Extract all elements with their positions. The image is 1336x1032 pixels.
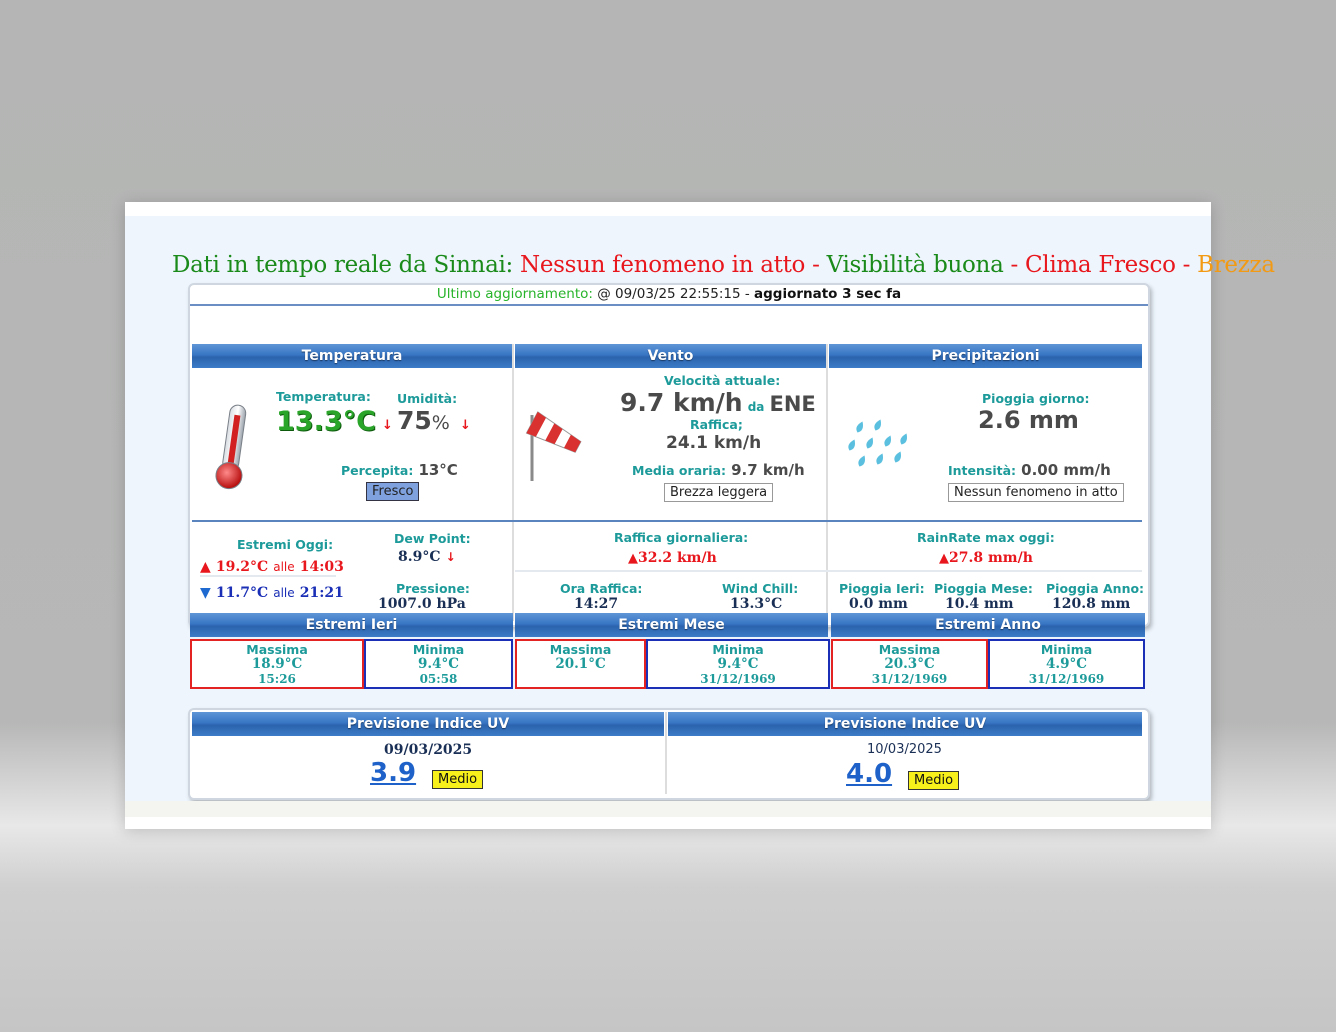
wind-direction: ENE bbox=[769, 392, 816, 416]
month-max-value: 20.1°C bbox=[555, 656, 606, 672]
divider bbox=[512, 344, 514, 621]
today-max-value: 19.2°C bbox=[215, 559, 269, 575]
rain-condition-badge: Nessun fenomeno in atto bbox=[948, 483, 1124, 502]
month-max-label: Massima bbox=[549, 642, 612, 657]
today-max bbox=[200, 556, 344, 575]
year-max-value: 20.3°C bbox=[884, 656, 935, 672]
rain-year-label: Pioggia Anno: bbox=[1046, 581, 1145, 596]
year-min-label: Minima bbox=[1040, 642, 1093, 657]
yesterday-max-value: 18.9°C bbox=[251, 656, 303, 672]
feels-like-value: 13°C bbox=[418, 461, 458, 479]
weather-panel bbox=[125, 216, 1275, 801]
dew-point bbox=[398, 546, 456, 565]
arrow-up-icon: ▲ bbox=[939, 551, 949, 566]
windsock-icon bbox=[528, 409, 594, 487]
arrow-up-icon: ▲ bbox=[200, 559, 211, 575]
pressure-label: Pressione: bbox=[396, 581, 470, 596]
uv-date-tomorrow: 10/03/2025 bbox=[867, 742, 942, 757]
uv-level-badge-today: Medio bbox=[432, 770, 483, 789]
yesterday-extremes-header: Estremi Ieri bbox=[190, 613, 513, 637]
humidity-label: Umidità: bbox=[397, 391, 458, 406]
last-update-value: @ 09/03/25 22:55:15 - bbox=[592, 286, 755, 302]
uv-date-today: 09/03/2025 bbox=[384, 742, 473, 758]
headline-separator: - bbox=[805, 252, 827, 278]
rain-rate bbox=[948, 460, 1111, 479]
today-min bbox=[200, 582, 344, 601]
year-max-label: Massima bbox=[878, 642, 941, 657]
wind-condition-badge: Brezza leggera bbox=[664, 483, 773, 502]
arrow-down-icon: ↓ bbox=[445, 550, 456, 564]
temperature-label: Temperatura: bbox=[276, 389, 371, 404]
humidity-value-group bbox=[397, 406, 450, 435]
headline-phenomenon: Nessun fenomeno in atto bbox=[520, 252, 806, 278]
month-extremes-header: Estremi Mese bbox=[515, 613, 828, 637]
rain-month-value: 10.4 mm bbox=[945, 596, 1014, 612]
pressure-value: 1007.0 hPa bbox=[378, 596, 466, 612]
last-update-ago: aggiornato 3 sec fa bbox=[754, 286, 902, 302]
month-min-label: Minima bbox=[712, 642, 764, 657]
month-min-box bbox=[646, 639, 830, 689]
gust-time-label: Ora Raffica: bbox=[560, 581, 643, 596]
yesterday-min-box bbox=[364, 639, 513, 689]
divider bbox=[190, 304, 1148, 306]
today-min-time: 21:21 bbox=[299, 585, 344, 601]
rain-rate-value: 0.00 mm/h bbox=[1021, 461, 1111, 479]
today-extremes-label: Estremi Oggi: bbox=[237, 537, 334, 552]
feels-like bbox=[341, 460, 458, 479]
headline-wind: Brezza bbox=[1197, 252, 1275, 278]
rain-month-label: Pioggia Mese: bbox=[934, 581, 1033, 596]
uv-level-badge-tomorrow: Medio bbox=[908, 771, 959, 790]
uv-forecast-frame bbox=[188, 708, 1150, 800]
wind-chill-label: Wind Chill: bbox=[722, 581, 799, 596]
feels-like-label: Percepita: bbox=[341, 463, 414, 478]
last-update bbox=[190, 286, 1148, 302]
daily-rain-value: 2.6 mm bbox=[978, 406, 1079, 434]
rain-rate-label: Intensità: bbox=[948, 463, 1017, 478]
year-min-value: 4.9°C bbox=[1046, 656, 1087, 672]
wind-chill-value: 13.3°C bbox=[730, 596, 783, 612]
year-min-time: 31/12/1969 bbox=[1028, 672, 1105, 686]
uv-value-tomorrow[interactable]: 4.0 bbox=[846, 759, 893, 789]
wind-header: Vento bbox=[515, 344, 826, 368]
rain-rate-max-value: 27.8 mm/h bbox=[949, 550, 1033, 566]
rain-rate-max bbox=[939, 547, 1033, 566]
year-extremes-header: Estremi Anno bbox=[831, 613, 1145, 637]
divider bbox=[665, 712, 667, 794]
last-update-label: Ultimo aggiornamento: bbox=[436, 286, 593, 302]
headline-separator: - bbox=[1175, 252, 1198, 278]
headline-prefix: Dati in tempo reale da Sinnai: bbox=[172, 252, 520, 278]
arrow-up-icon: ▲ bbox=[628, 551, 638, 566]
daily-rain-label: Pioggia giorno: bbox=[982, 391, 1090, 406]
yesterday-max-label: Massima bbox=[246, 642, 308, 657]
headline-climate: Clima Fresco bbox=[1024, 252, 1176, 278]
divider bbox=[192, 520, 1142, 522]
dew-point-label: Dew Point: bbox=[394, 531, 471, 546]
rain-header: Precipitazioni bbox=[829, 344, 1142, 368]
uv-forecast-header-today: Previsione Indice UV bbox=[192, 712, 664, 736]
daily-gust-value: 32.2 km/h bbox=[638, 550, 717, 566]
rain-yesterday-label: Pioggia Ieri: bbox=[839, 581, 925, 596]
arrow-down-icon: ↓ bbox=[460, 418, 471, 433]
today-max-time: 14:03 bbox=[299, 559, 344, 575]
yesterday-min-value: 9.4°C bbox=[418, 656, 459, 672]
uv-value-today[interactable]: 3.9 bbox=[370, 758, 417, 788]
gust-label: Raffica; bbox=[690, 417, 743, 432]
arrow-down-icon: ▼ bbox=[200, 585, 211, 601]
year-max-time: 31/12/1969 bbox=[871, 672, 948, 686]
gust-time-value: 14:27 bbox=[574, 596, 619, 612]
divider bbox=[200, 575, 336, 577]
headline-visibility: Visibilità buona bbox=[826, 252, 1004, 278]
hourly-average-label: Media oraria: bbox=[632, 463, 727, 478]
daily-gust bbox=[628, 547, 717, 566]
month-min-time: 31/12/1969 bbox=[700, 672, 776, 686]
hourly-average bbox=[632, 460, 805, 479]
daily-gust-label: Raffica giornaliera: bbox=[614, 530, 749, 545]
thermometer-icon bbox=[212, 401, 256, 497]
rain-yesterday-value: 0.0 mm bbox=[849, 596, 908, 612]
climate-badge: Fresco bbox=[366, 482, 419, 501]
panel-footer bbox=[125, 801, 1211, 817]
rain-drops-icon bbox=[842, 417, 914, 483]
headline-separator: - bbox=[1003, 252, 1025, 278]
realtime-headline bbox=[172, 252, 1275, 278]
today-max-at: alle bbox=[273, 560, 295, 574]
yesterday-max-time: 15:26 bbox=[258, 672, 296, 686]
rain-year-value: 120.8 mm bbox=[1052, 596, 1131, 612]
arrow-down-icon: ↓ bbox=[382, 418, 393, 433]
divider bbox=[826, 344, 828, 621]
humidity-unit: % bbox=[431, 412, 450, 434]
yesterday-max-box bbox=[190, 639, 364, 689]
hourly-average-value: 9.7 km/h bbox=[731, 461, 805, 479]
month-max-box bbox=[515, 639, 646, 689]
wind-speed-value: 9.7 km/h bbox=[620, 388, 743, 417]
temperature-header: Temperatura bbox=[192, 344, 512, 368]
weather-card bbox=[125, 202, 1275, 829]
today-min-value: 11.7°C bbox=[215, 585, 269, 601]
temperature-value: 13.3°C bbox=[276, 406, 376, 437]
uv-forecast-header-tomorrow: Previsione Indice UV bbox=[668, 712, 1142, 736]
wind-from-label: da bbox=[747, 400, 765, 414]
wind-speed-label: Velocità attuale: bbox=[664, 373, 781, 388]
wind-speed-group bbox=[620, 388, 816, 417]
year-max-box bbox=[831, 639, 988, 689]
month-min-value: 9.4°C bbox=[717, 656, 759, 672]
yesterday-min-label: Minima bbox=[412, 642, 465, 657]
dew-point-value: 8.9°C bbox=[398, 549, 441, 565]
rain-rate-max-label: RainRate max oggi: bbox=[917, 530, 1055, 545]
gust-value: 24.1 km/h bbox=[666, 433, 762, 453]
current-conditions-frame bbox=[188, 283, 1150, 627]
year-min-box bbox=[988, 639, 1145, 689]
yesterday-min-time: 05:58 bbox=[419, 672, 458, 686]
humidity-value: 75 bbox=[397, 406, 432, 435]
today-min-at: alle bbox=[273, 586, 295, 600]
divider bbox=[515, 570, 1142, 572]
